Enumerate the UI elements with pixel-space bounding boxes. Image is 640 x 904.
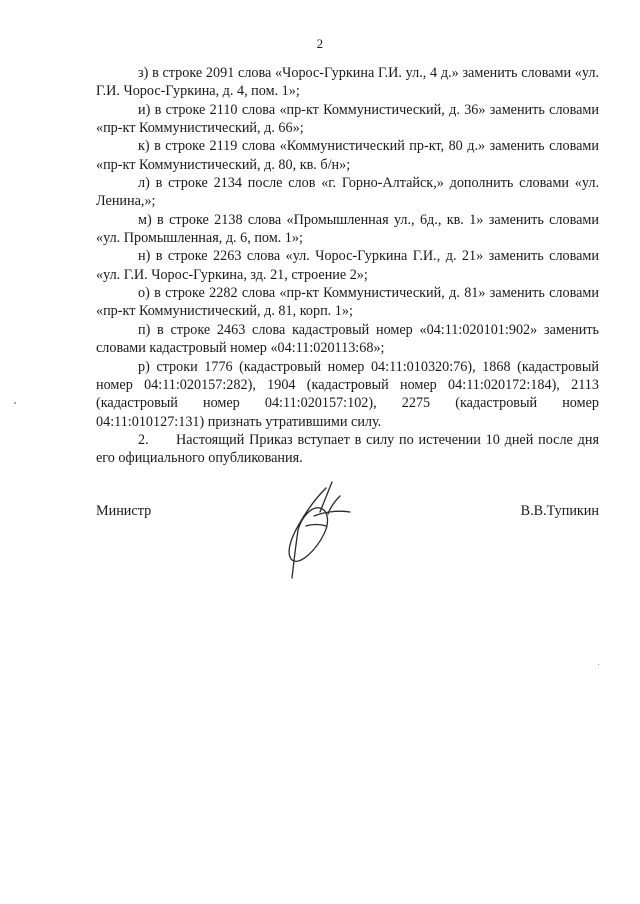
amendment-item-i: и) в строке 2110 слова «пр-кт Коммунистический, д. 36» заменить словами «пр-кт Коммунистический, д. 66»;	[96, 101, 599, 137]
amendment-item-p: п) в строке 2463 слова кадастровый номер «04:11:020101:902» заменить словами кадастровый номер «04:11:020113:68»;	[96, 321, 599, 357]
clause-2-number: 2.	[138, 431, 149, 448]
scan-speck	[14, 402, 16, 404]
clause-2	[96, 431, 599, 468]
amendment-item-l: л) в строке 2134 после слов «г. Горно-Алтайск,» дополнить словами «ул. Ленина,»;	[96, 175, 599, 210]
signatory-title: Министр	[96, 503, 152, 519]
document-body	[96, 64, 599, 468]
clause-2-text: Настоящий Приказ вступает в силу по истечении 10 дней после дня его официального опубликования.	[96, 431, 599, 467]
amendment-item-r: р) строки 1776 (кадастровый номер 04:11:010320:76), 1868 (кадастровый номер 04:11:020157:282), 1904 (кадастровый номер 04:11:020172:184), 2113 (кадастровый номер 04:11:020157:102), 2275 (кадастровый номер 04:11:010127:131) признать утратившими силу.	[96, 358, 599, 430]
amendment-item-n: н) в строке 2263 слова «ул. Чорос-Гуркина Г.И., д. 21» заменить словами «ул. Г.И. Чорос-Гуркина, зд. 21, строение 2»;	[96, 248, 599, 283]
amendment-item-z: з) в строке 2091 слова «Чорос-Гуркина Г.И. ул., 4 д.» заменить словами «ул. Г.И. Чорос-Гуркина, д. 4, пом. 1»;	[96, 65, 599, 100]
amendment-item-k: к) в строке 2119 слова «Коммунистический пр-кт, 80 д.» заменить словами «пр-кт Коммунистический, д. 80, кв. б/н»;	[96, 138, 599, 173]
amendment-item-o: о) в строке 2282 слова «пр-кт Коммунистический, д. 81» заменить словами «пр-кт Коммунистический, д. 81, корп. 1»;	[96, 285, 599, 320]
page-number: 2	[316, 36, 324, 51]
signatory-name: В.В.Тупикин	[520, 503, 599, 519]
scan-speck	[598, 664, 599, 665]
handwritten-signature	[268, 478, 368, 588]
amendment-item-m: м) в строке 2138 слова «Промышленная ул., 6д., кв. 1» заменить словами «ул. Промышленная, д. 6, пом. 1»;	[96, 211, 599, 247]
